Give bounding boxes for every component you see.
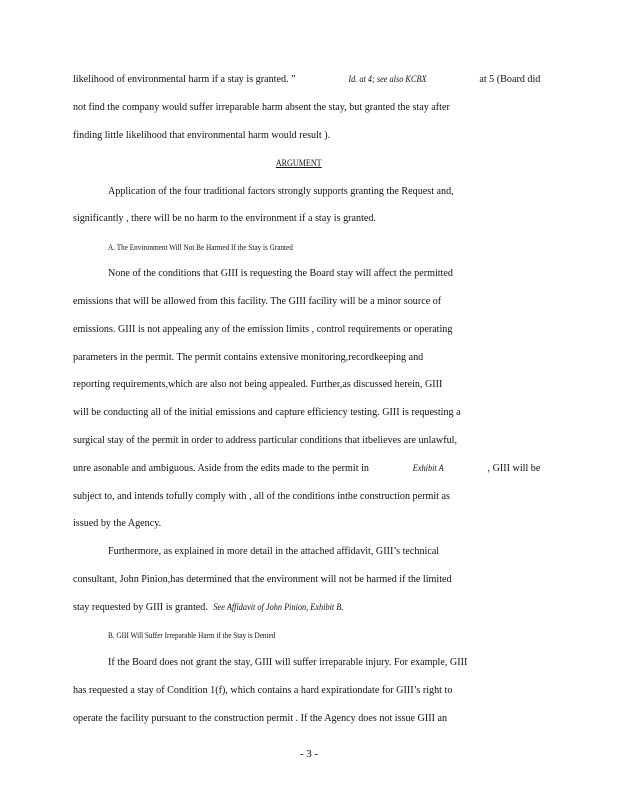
text-line: None of the conditions that GIII is requesting the Board stay will affect the permitted [108, 267, 453, 279]
text-line: emissions that will be allowed from this facility. The GIII facility will be a minor source of [73, 295, 442, 307]
citation: Id. at 4; see also KCBX [348, 74, 427, 84]
text-line: significantly , there will be no harm to the environment if a stay is granted. [73, 212, 376, 224]
text-run: , GIII will be [487, 462, 541, 474]
text-line: surgical stay of the permit in order to address particular conditions that itbelieves are unlawful, [73, 434, 457, 446]
text-run: at 5 (Board did [479, 73, 541, 85]
text-line: operate the facility pursuant to the construction permit . If the Agency does not issue GIII an [73, 712, 448, 724]
text-line: parameters in the permit. The permit contains extensive monitoring,recordkeeping and [73, 351, 424, 363]
text-line [73, 600, 540, 614]
text-line: emissions. GIII is not appealing any of the emission limits , control requirements or operating [73, 323, 453, 335]
text-line [73, 461, 540, 475]
text-line: will be conducting all of the initial emissions and capture efficiency testing. GIII is requesting a [73, 406, 461, 418]
text-line: Furthermore, as explained in more detail in the attached affidavit, GIII’s technical [108, 545, 440, 557]
text-run: stay requested by GIII is granted. [73, 601, 208, 613]
text-line: finding little likelihood that environmental harm would result ). [73, 129, 331, 141]
text-line: subject to, and intends tofully comply with , all of the conditions inthe construction permit as [73, 490, 450, 502]
text-line [73, 72, 540, 86]
section-b-heading: B. GIII Will Suffer Irreparable Harm if the Stay is Denied [108, 630, 276, 640]
heading-text: ARGUMENT [275, 159, 322, 169]
citation: See Affidavit of John Pinion, Exhibit B. [213, 602, 344, 612]
section-a-heading: A. The Environment Will Not Be Harmed If the Stay is Granted [108, 242, 293, 252]
text-line: issued by the Agency. [73, 517, 162, 529]
page-number: - 3 - [299, 748, 319, 760]
text-line: reporting requirements,which are also not being appealed. Further,as discussed herein, GIII [73, 378, 443, 390]
text-run: likelihood of environmental harm if a stay is granted. ” [73, 73, 296, 85]
text-line: has requested a stay of Condition 1(f), which contains a hard expirationdate for GIII’s right to [73, 684, 453, 696]
text-run: unre asonable and ambiguous. Aside from the edits made to the permit in [73, 462, 369, 474]
text-line: Application of the four traditional factors strongly supports granting the Request and, [108, 185, 454, 197]
argument-heading [0, 158, 618, 170]
text-line: consultant, John Pinion,has determined that the environment will not be harmed if the limited [73, 573, 452, 585]
citation: Exhibit A [412, 463, 444, 473]
text-line: not find the company would suffer irreparable harm absent the stay, but granted the stay after [73, 101, 450, 113]
text-line: If the Board does not grant the stay, GIII will suffer irreparable injury. For example, GIII [108, 656, 468, 668]
